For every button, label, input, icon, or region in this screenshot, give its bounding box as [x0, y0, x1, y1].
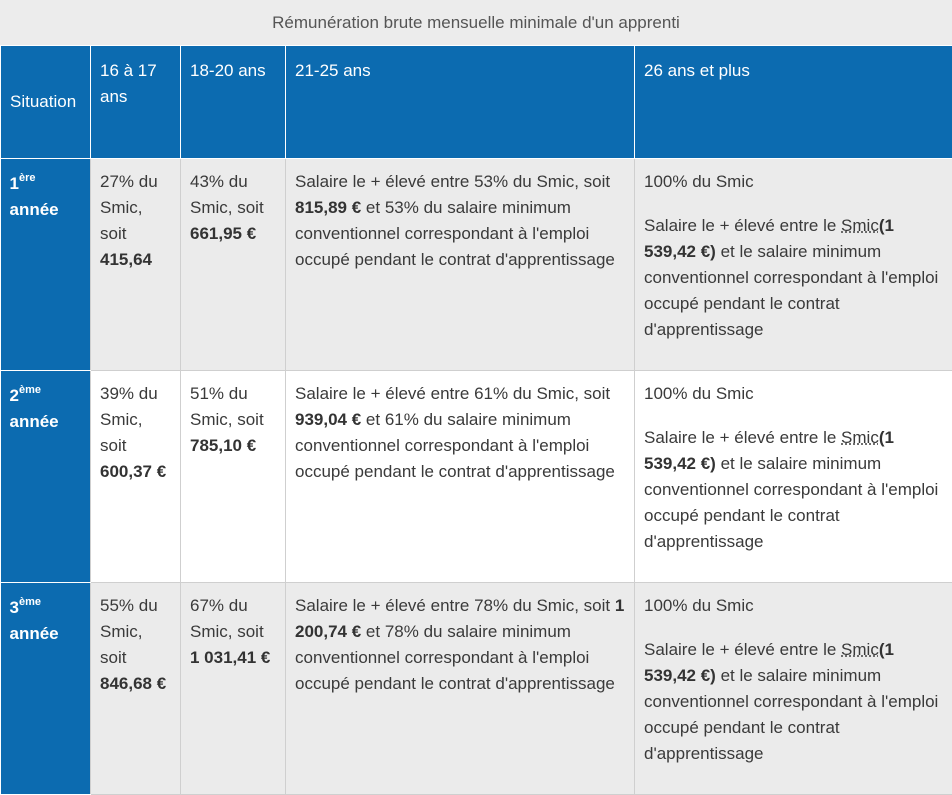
- cell-age-21-25: Salaire le + élevé entre 78% du Smic, soit 1 200,74 € et 78% du salaire minimum conventionnel correspondant à l'emploi occupé pendant le contrat d'apprentissage: [286, 583, 635, 795]
- cell-age-18-20: 51% du Smic, soit 785,10 €: [181, 371, 286, 583]
- apprentice-salary-table: [0, 45, 952, 795]
- cell-age-26-plus: 100% du Smic Salaire le + élevé entre le Smic(1 539,42 €) et le salaire minimum conventionnel correspondant à l'emploi occupé pendant le contrat d'apprentissage: [635, 583, 952, 795]
- cell-age-16-17: 27% du Smic, soit 415,64: [91, 159, 181, 371]
- header-row: [1, 46, 952, 159]
- row-label-year-2: 2ème année: [1, 371, 91, 583]
- cell-age-26-plus: 100% du Smic Salaire le + élevé entre le Smic(1 539,42 €) et le salaire minimum conventionnel correspondant à l'emploi occupé pendant le contrat d'apprentissage: [635, 159, 952, 371]
- smic-abbr[interactable]: Smic: [841, 428, 879, 447]
- header-age-18-20: 18-20 ans: [181, 46, 286, 159]
- cell-age-18-20: 43% du Smic, soit 661,95 €: [181, 159, 286, 371]
- table-caption: Rémunération brute mensuelle minimale d'un apprenti: [0, 0, 952, 45]
- smic-abbr[interactable]: Smic: [841, 216, 879, 235]
- table-row: [1, 583, 952, 795]
- header-age-21-25: 21-25 ans: [286, 46, 635, 159]
- cell-age-16-17: 55% du Smic, soit 846,68 €: [91, 583, 181, 795]
- table-row: [1, 371, 952, 583]
- row-label-year-1: 1ère année: [1, 159, 91, 371]
- header-situation: Situation: [1, 46, 91, 159]
- cell-age-18-20: 67% du Smic, soit 1 031,41 €: [181, 583, 286, 795]
- header-age-16-17: 16 à 17 ans: [91, 46, 181, 159]
- table-row: [1, 159, 952, 371]
- cell-age-16-17: 39% du Smic, soit 600,37 €: [91, 371, 181, 583]
- smic-abbr[interactable]: Smic: [841, 640, 879, 659]
- cell-age-21-25: Salaire le + élevé entre 53% du Smic, soit 815,89 € et 53% du salaire minimum conventionnel correspondant à l'emploi occupé pendant le contrat d'apprentissage: [286, 159, 635, 371]
- header-age-26-plus: 26 ans et plus: [635, 46, 952, 159]
- cell-age-21-25: Salaire le + élevé entre 61% du Smic, soit 939,04 € et 61% du salaire minimum conventionnel correspondant à l'emploi occupé pendant le contrat d'apprentissage: [286, 371, 635, 583]
- row-label-year-3: 3ème année: [1, 583, 91, 795]
- cell-age-26-plus: 100% du Smic Salaire le + élevé entre le Smic(1 539,42 €) et le salaire minimum conventionnel correspondant à l'emploi occupé pendant le contrat d'apprentissage: [635, 371, 952, 583]
